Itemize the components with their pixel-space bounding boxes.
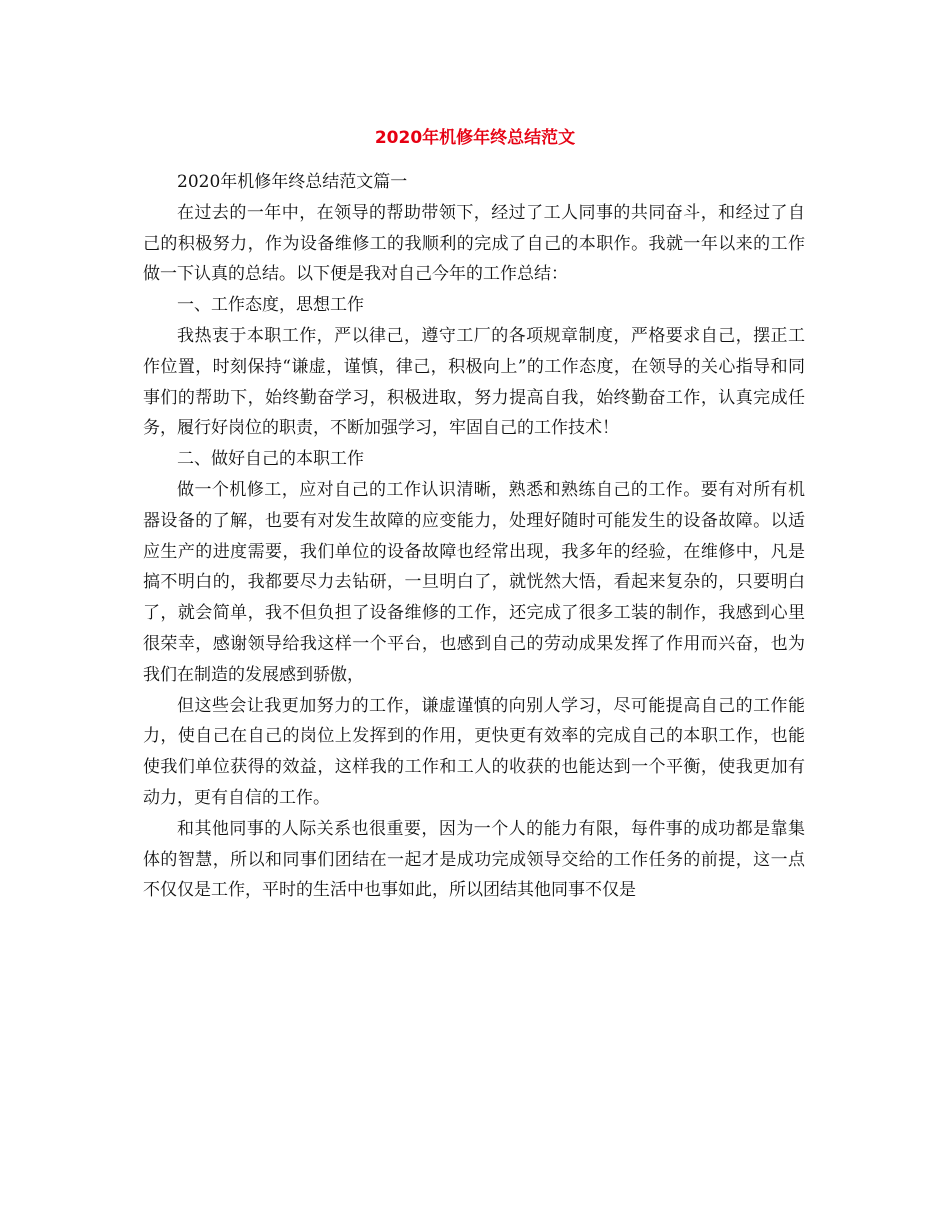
section-heading-work-attitude: 一、工作态度，思想工作 [177, 295, 364, 316]
paragraph-work-attitude: 我热衷于本职工作，严以律己，遵守工厂的各项规章制度，严格要求自己，摆正工作位置，时刻保持“谦虚，谨慎，律己，积极向上”的工作态度，在领导的关心指导和同事们的帮助下，始终勤奋学习，积极进取，努力提高自我，始终勤奋工作，认真完成任务，履行好岗位的职责，不断加强学习，牢固自己的工作技术！ [143, 325, 805, 439]
document-body [143, 167, 805, 906]
document-title: 2020年机修年终总结范文 [374, 128, 576, 148]
section-heading-own-duties: 二、做好自己的本职工作 [177, 449, 364, 470]
paragraph-relationships: 和其他同事的人际关系也很重要，因为一个人的能力有限，每件事的成功都是靠集体的智慧，所以和同事们团结在一起才是成功完成领导交给的工作任务的前提，这一点不仅仅是工作，平时的生活中也事如此，所以团结其他同事不仅是 [143, 818, 805, 901]
paragraph-own-duties: 做一个机修工，应对自己的工作认识清晰，熟悉和熟练自己的工作。要有对所有机器设备的了解，也要有对发生故障的应变能力，处理好随时可能发生的设备故障。以适应生产的进度需要，我们单位的设备故障也经常出现，我多年的经验，在维修中，凡是搞不明白的，我都要尽力去钻研，一旦明白了，就恍然大悟，看起来复杂的，只要明白了，就会简单，我不但负担了设备维修的工作，还完成了很多工装的制作，我感到心里很荣幸，感谢领导给我这样一个平台，也感到自己的劳动成果发挥了作用而兴奋，也为我们在制造的发展感到骄傲， [143, 479, 805, 685]
paragraph-intro: 在过去的一年中，在领导的帮助带领下，经过了工人同事的共同奋斗，和经过了自己的积极努力，作为设备维修工的我顺利的完成了自己的本职作。我就一年以来的工作做一下认真的总结。以下便是我对自己今年的工作总结： [143, 202, 805, 285]
paragraph-work-harder: 但这些会让我更加努力的工作，谦虚谨慎的向别人学习，尽可能提高自己的工作能力，使自己在自己的岗位上发挥到的作用，更快更有效率的完成自己的本职工作，也能使我们单位获得的效益，这样我的工作和工人的收获的也能达到一个平衡，使我更加有动力，更有自信的工作。 [143, 695, 805, 808]
section-heading-article-one: 2020年机修年终总结范文篇一 [177, 172, 408, 192]
